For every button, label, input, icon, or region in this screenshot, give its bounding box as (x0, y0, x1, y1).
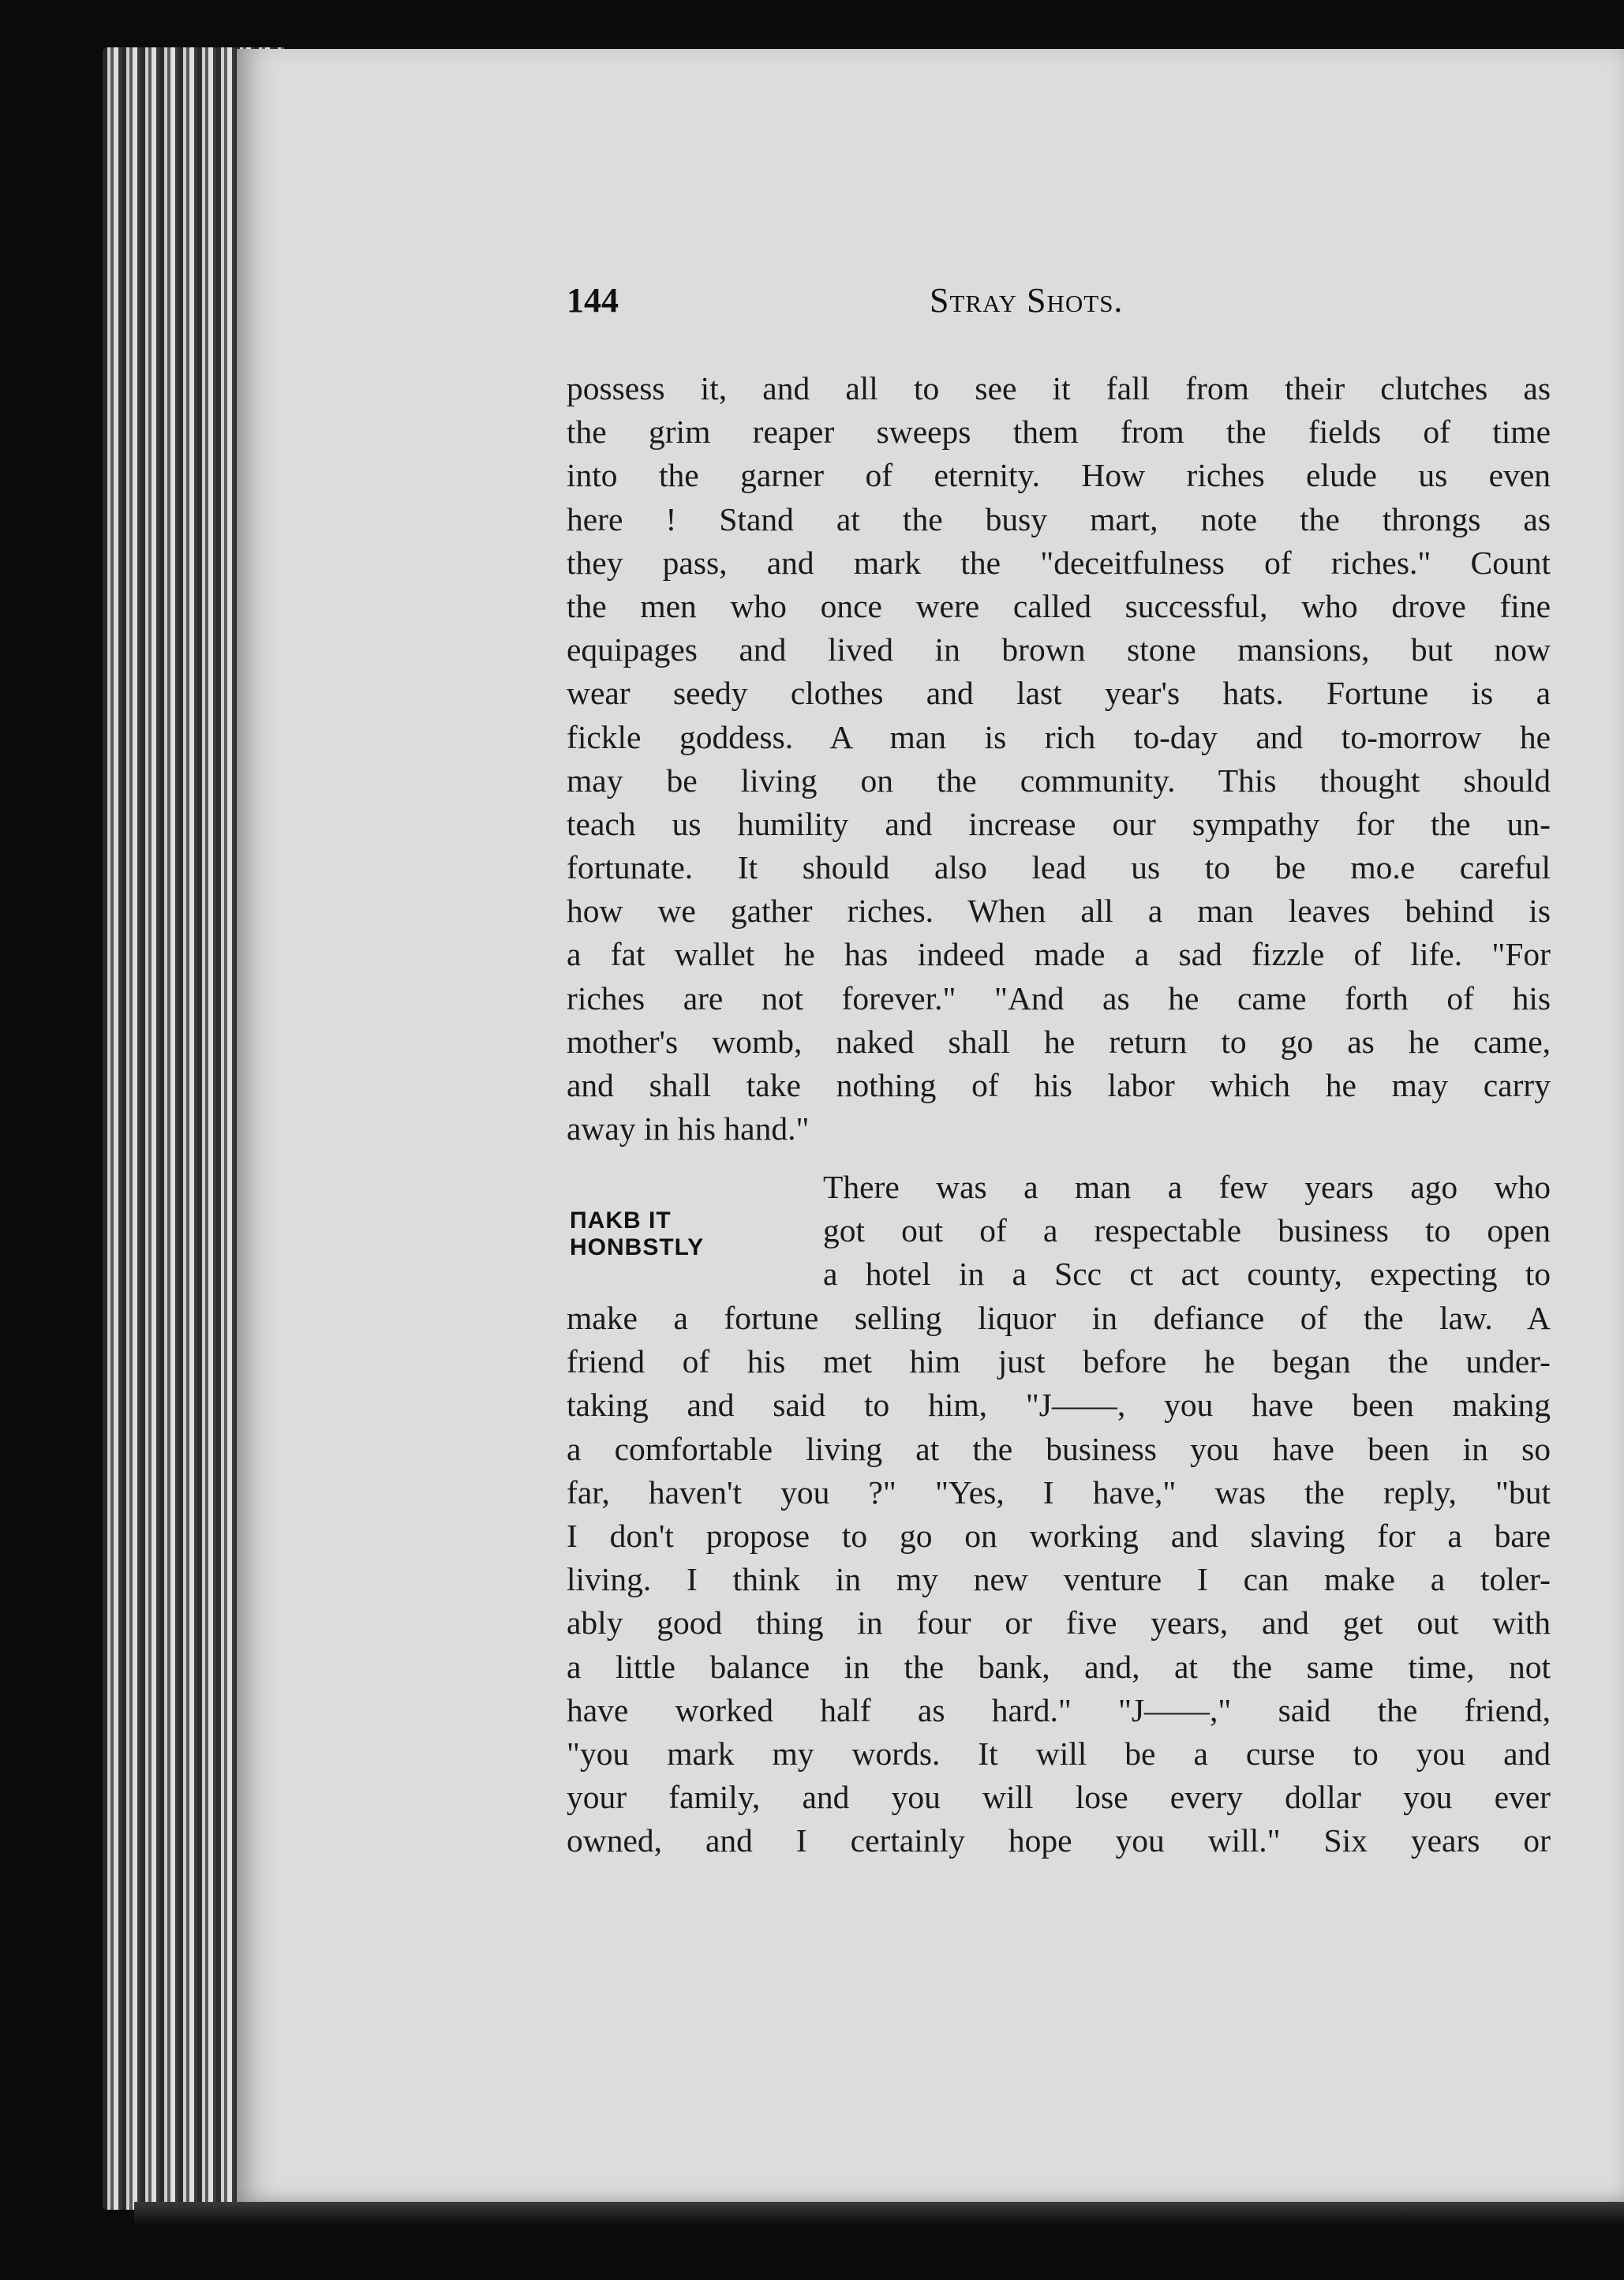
text-line: away in his hand." (567, 1110, 810, 1147)
text-line: wear seedy clothes and last year's hats. Fortune is a (567, 675, 1551, 712)
text-line: mother's womb, naked shall he return to go as he came, (567, 1023, 1551, 1060)
text-line: here ! Stand at the busy mart, note the throngs as (567, 500, 1551, 537)
text-line: "you mark my words. It will be a curse to you and (567, 1735, 1551, 1772)
text-line: have worked half as hard." "J——," said the friend, (567, 1691, 1551, 1728)
paragraph-2 (567, 1297, 1551, 1863)
paragraph-1 (567, 367, 1551, 1151)
text-line: into the garner of eternity. How riches elude us even (567, 457, 1551, 494)
text-line: they pass, and mark the "deceitfulness of riches." Count (567, 544, 1551, 581)
text-line: owned, and I certainly hope you will." Six years or (567, 1822, 1551, 1859)
page-header (567, 280, 1551, 328)
text-line: may be living on the community. This thought should (567, 762, 1551, 799)
text-line: possess it, and all to see it fall from their clutches as (567, 370, 1551, 406)
text-line: fickle goddess. A man is rich to-day and to-morrow he (567, 718, 1551, 755)
text-line: and shall take nothing of his labor which he may carry (567, 1067, 1551, 1103)
text-line: a little balance in the bank, and, at the same time, not (567, 1648, 1551, 1685)
text-line: far, haven't you ?" "Yes, I have," was the reply, "but (567, 1473, 1551, 1511)
text-line: riches are not forever." "And as he came forth of his (567, 979, 1551, 1016)
page-bottom-shadow (134, 2202, 1624, 2226)
text-line: got out of a respectable business to open (823, 1212, 1551, 1249)
running-title: Stray Shots. (930, 281, 1124, 320)
margin-note (570, 1207, 704, 1261)
text-line: fortunate. It should also lead us to be mo.e careful (567, 849, 1551, 886)
text-line: I don't propose to go on working and slaving for a bare (567, 1517, 1551, 1554)
text-line: There was a man a few years ago who (823, 1169, 1551, 1205)
page-number: 144 (567, 281, 619, 320)
text-line: equipages and lived in brown stone mansions, but now (567, 631, 1551, 668)
text-line: friend of his met him just before he began the under- (567, 1343, 1551, 1380)
text-line: ably good thing in four or five years, and get out with (567, 1604, 1551, 1642)
text-line: a fat wallet he has indeed made a sad fizzle of life. "For (567, 936, 1551, 973)
text-line: taking and said to him, "J——, you have been making (567, 1387, 1551, 1424)
text-line: living. I think in my new venture I can make a toler- (567, 1561, 1551, 1598)
text-line: your family, and you will lose every dollar you ever (567, 1779, 1551, 1816)
text-line: how we gather riches. When all a man leaves behind is (567, 893, 1551, 930)
text-line: teach us humility and increase our sympathy for the un- (567, 805, 1551, 842)
margin-note-line-1: ΠAKB IT (570, 1207, 672, 1234)
text-line: the grim reaper sweeps them from the fields of time (567, 414, 1551, 451)
paragraph-2-indented (823, 1166, 1551, 1297)
text-line: a hotel in a Scc ct act county, expecting to (823, 1256, 1551, 1293)
text-line: make a fortune selling liquor in defiance of the law. A (567, 1300, 1551, 1336)
text-line: a comfortable living at the business you have been in so (567, 1430, 1551, 1467)
text-line: the men who once were called successful, who drove fine (567, 587, 1551, 624)
margin-note-line-2: HONBSTLY (570, 1234, 705, 1260)
